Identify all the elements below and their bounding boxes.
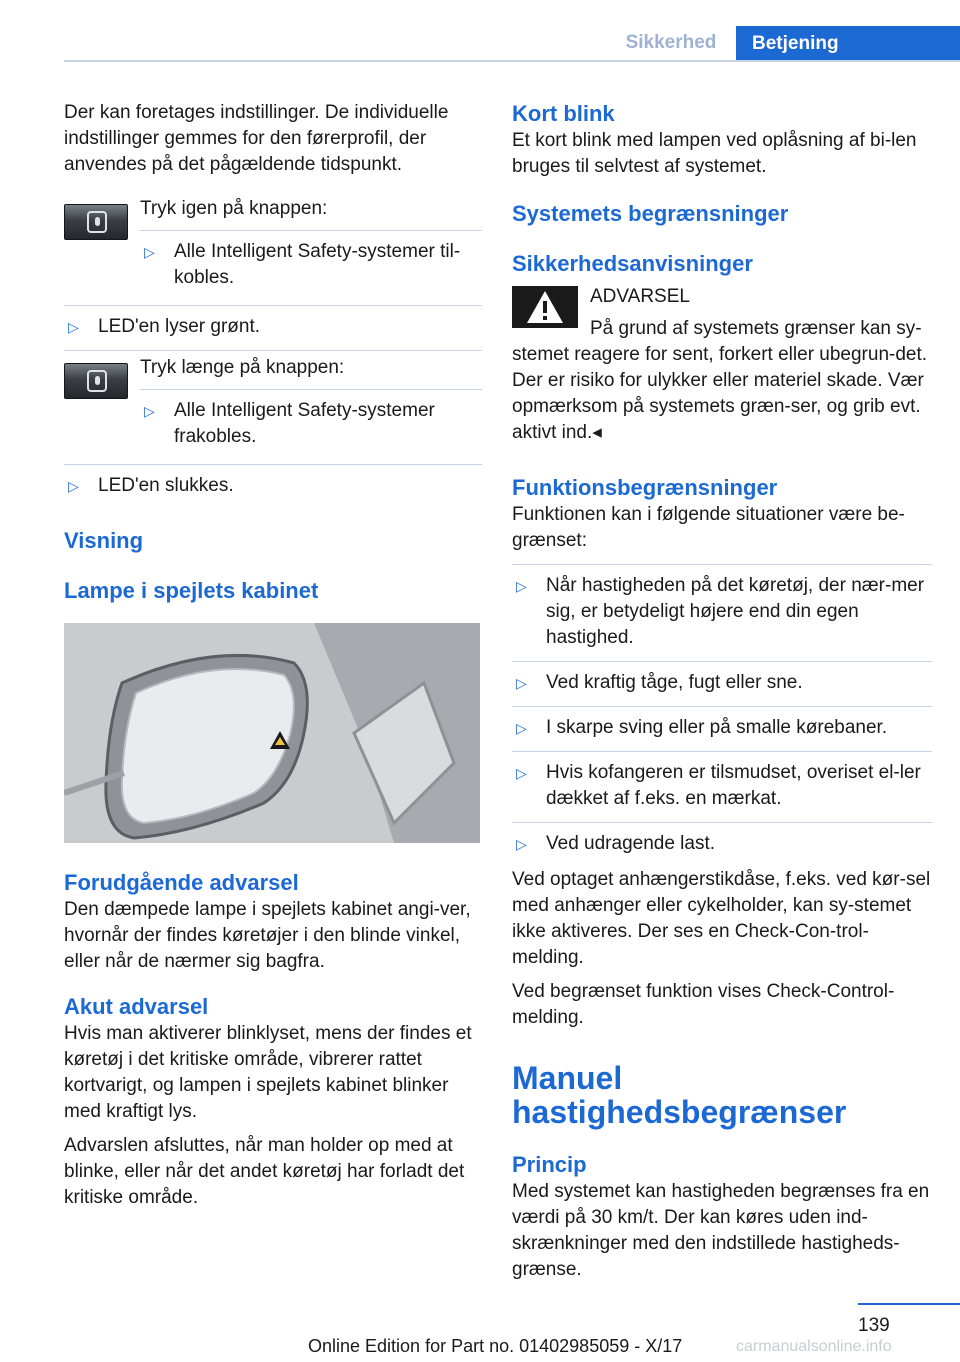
footer-rule: [858, 1303, 960, 1305]
warning-text: stemet reagere for sent, forkert eller ubegrun-det. Der er risiko for ulykker eller materiel skade. Vær opmærksom på systemets græn-ser, og grib evt. aktivt ind.◂: [512, 344, 928, 443]
list-item-text: Hvis kofangeren er tilsmudset, overiset el-ler dækket af f.eks. en mærkat.: [546, 762, 921, 809]
warning-text-first: På grund af systemets grænser kan sy-: [590, 318, 922, 339]
bullet-triangle-icon: ▷: [516, 675, 527, 691]
heading-princip: Princip: [512, 1152, 587, 1177]
right-column: [512, 100, 932, 1301]
list-item-text: Når hastigheden på det køretøj, der nær-mer sig, er betydeligt højere end din egen hastighed.: [546, 575, 925, 648]
list-item-text: LED'en lyser grønt.: [98, 316, 261, 337]
bullet-triangle-icon: ▷: [68, 319, 79, 335]
list-item: [64, 314, 482, 340]
tab-betjening[interactable]: Betjening: [736, 26, 960, 62]
divider: [140, 389, 482, 390]
safety-button-image: [64, 204, 128, 240]
heading-kort-blink: Kort blink: [512, 101, 615, 126]
warning-triangle-icon: [512, 286, 578, 328]
heading-funktionsbegraensninger: Funktionsbegrænsninger: [512, 475, 778, 500]
mirror-illustration: [64, 623, 480, 843]
button-instruction-1: [64, 196, 482, 297]
bullet-triangle-icon: ▷: [516, 720, 527, 736]
heading-sikkerhedsanvisninger: Sikkerhedsanvisninger: [512, 251, 753, 276]
left-column: [64, 100, 482, 1229]
warning-block: [512, 284, 932, 342]
bullet-triangle-icon: ▷: [516, 836, 527, 852]
begraenset-text: Ved begrænset funktion vises Check-Control-melding.: [512, 981, 895, 1028]
list-item-text: Alle Intelligent Safety-systemer frakobles.: [174, 400, 435, 447]
kort-blink-text: Et kort blink med lampen ved oplåsning af bi-len bruges til selvtest af systemet.: [512, 130, 917, 177]
list-item: [512, 573, 932, 651]
button-instruction-text: Tryk igen på knappen:: [140, 198, 328, 219]
list-item: [512, 760, 932, 812]
list-item-text: Ved kraftig tåge, fugt eller sne.: [546, 672, 803, 693]
watermark-text: carmanualsonline.info: [736, 1338, 892, 1355]
heading-begraensninger: Systemets begrænsninger: [512, 201, 789, 226]
divider: [64, 464, 482, 465]
page-number: 139: [858, 1315, 890, 1336]
button-instruction-2: [64, 355, 482, 456]
safety-button-image: [64, 363, 128, 399]
safety-button-icon: [87, 370, 107, 392]
heading-akut: Akut advarsel: [64, 994, 209, 1019]
heading-lampe: Lampe i spejlets kabinet: [64, 578, 319, 603]
divider: [140, 230, 482, 231]
list-item-text: Alle Intelligent Safety-systemer til-kobles.: [174, 241, 461, 288]
bullet-triangle-icon: ▷: [516, 765, 527, 781]
button-instruction-text: Tryk længe på knappen:: [140, 357, 345, 378]
divider: [512, 706, 932, 707]
forudgaende-text: Den dæmpede lampe i spejlets kabinet angi-ver, hvornår der findes køretøjer i den blinde vinkel, eller når de nærmer sig bagfra.: [64, 899, 471, 972]
list-item: [512, 715, 932, 741]
divider: [64, 305, 482, 306]
list-item-text: Ved udragende last.: [546, 833, 716, 854]
anhaenger-text: Ved optaget anhængerstikdåse, f.eks. ved kør-sel med anhænger eller cykelholder, kan sy-stemet ikke aktiveres. Der ses en Check-Con-trol-melding.: [512, 869, 931, 968]
list-item-text: I skarpe sving eller på smalle kørebaner.: [546, 717, 888, 738]
bullet-triangle-icon: ▷: [68, 478, 79, 494]
heading-manuel-1: Manuel: [512, 1060, 623, 1096]
list-item-text: LED'en slukkes.: [98, 475, 234, 496]
header-rule: [64, 60, 960, 62]
bullet-triangle-icon: ▷: [516, 578, 527, 594]
safety-button-icon: [87, 211, 107, 233]
akut-text-1: Hvis man aktiverer blinklyset, mens der findes et køretøj i det kritiske område, vibrerer rattet kortvarigt, og lampen i spejlets kabinet blinker med kraftigt lys.: [64, 1023, 472, 1122]
heading-visning: Visning: [64, 528, 144, 553]
list-item: [64, 473, 482, 499]
list-item: [512, 831, 932, 857]
divider: [512, 822, 932, 823]
bullet-triangle-icon: ▷: [144, 403, 155, 419]
akut-text-2: Advarslen afsluttes, når man holder op med at blinke, eller når det andet køretøj har forladt det kritiske område.: [64, 1135, 465, 1208]
divider: [512, 661, 932, 662]
funktion-text: Funktionen kan i følgende situationer være be-grænset:: [512, 504, 905, 551]
edition-text: Online Edition for Part no. 01402985059 - X/17: [308, 1336, 683, 1356]
divider: [512, 564, 932, 565]
heading-forudgaende: Forudgående advarsel: [64, 870, 299, 895]
warning-title: ADVARSEL: [590, 286, 690, 307]
tab-sikkerhed[interactable]: Sikkerhed: [625, 32, 717, 53]
list-item: [140, 239, 482, 291]
list-item: [140, 398, 482, 450]
mirror-photo: [64, 623, 480, 843]
list-item: [512, 670, 932, 696]
divider: [512, 751, 932, 752]
intro-paragraph: Der kan foretages indstillinger. De individuelle indstillinger gemmes for den førerprofil, der anvendes på det pågældende tidspunkt.: [64, 102, 449, 175]
heading-manuel-2: hastighedsbegrænser: [512, 1094, 847, 1130]
divider: [64, 350, 482, 351]
bullet-triangle-icon: ▷: [144, 244, 155, 260]
princip-text: Med systemet kan hastigheden begrænses fra en værdi på 30 km/t. Der kan køres uden ind-skrænkninger med den indstillede hastigheds-grænse.: [512, 1181, 930, 1280]
